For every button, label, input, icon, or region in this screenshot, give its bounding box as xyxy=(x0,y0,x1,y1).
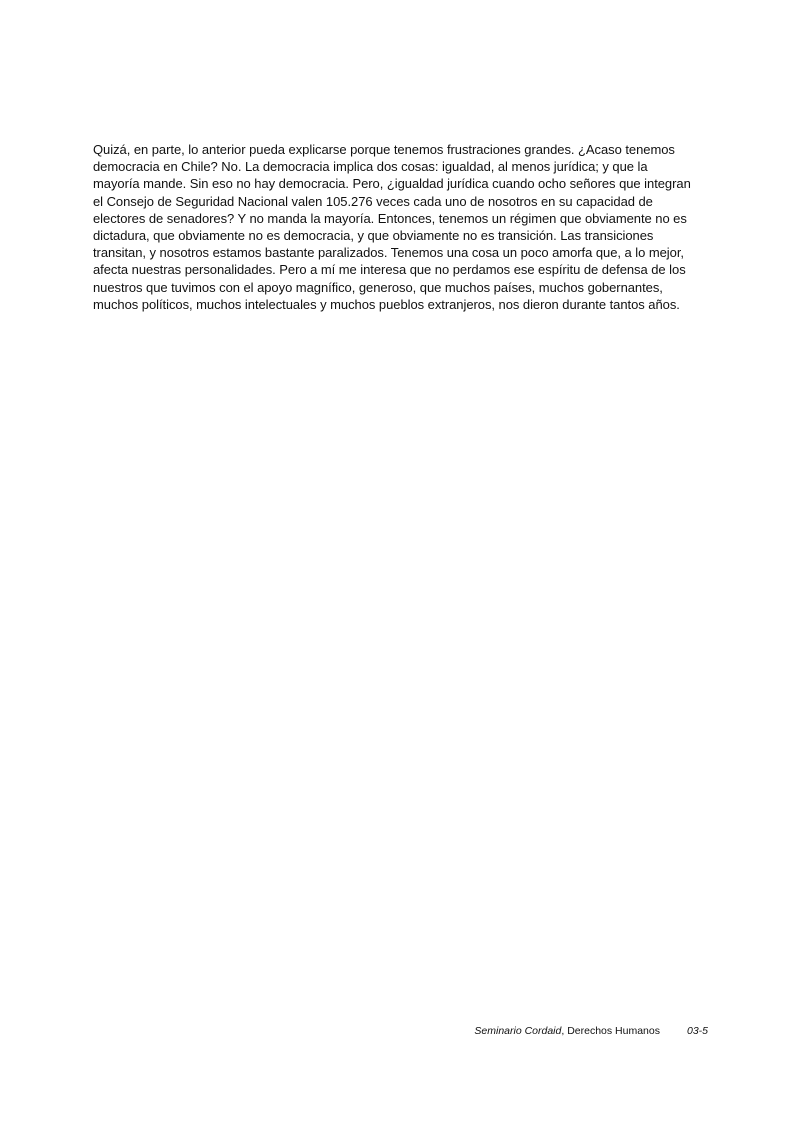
paragraph-line: electores de senadores? Y no manda la mayoría. Entonces, tenemos un régimen que obviamente no es xyxy=(93,210,687,226)
paragraph-line: mayoría mande. Sin eso no hay democracia. Pero, ¿igualdad jurídica cuando ocho señores que integran xyxy=(93,176,691,192)
footer-source-title: Seminario Cordaid xyxy=(474,1025,562,1037)
body-paragraph xyxy=(93,141,708,313)
paragraph-line: el Consejo de Seguridad Nacional valen 105.276 veces cada uno de nosotros en su capacidad de xyxy=(93,193,653,209)
paragraph-line: dictadura, que obviamente no es democracia, y que obviamente no es transición. Las transiciones xyxy=(93,228,654,244)
paragraph-line: Quizá, en parte, lo anterior pueda explicarse porque tenemos frustraciones grandes. ¿Acaso tenemos xyxy=(93,142,675,157)
footer-source xyxy=(474,1025,660,1037)
footer-source-subtitle: , Derechos Humanos xyxy=(561,1025,660,1037)
paragraph-line: transitan, y nosotros estamos bastante paralizados. Tenemos una cosa un poco amorfa que, a lo mejor, xyxy=(93,245,684,261)
paragraph-line: afecta nuestras personalidades. Pero a mí me interesa que no perdamos ese espíritu de defensa de los xyxy=(93,262,686,278)
page-number: 03-5 xyxy=(686,1025,708,1037)
page-footer xyxy=(380,1025,710,1041)
paragraph-line: muchos políticos, muchos intelectuales y muchos pueblos extranjeros, nos dieron durante tantos años. xyxy=(93,296,680,312)
paragraph-line: democracia en Chile? No. La democracia implica dos cosas: igualdad, al menos jurídica; y que la xyxy=(93,159,648,175)
paragraph-line: nuestros que tuvimos con el apoyo magnífico, generoso, que muchos países, muchos gobernantes, xyxy=(93,279,663,295)
